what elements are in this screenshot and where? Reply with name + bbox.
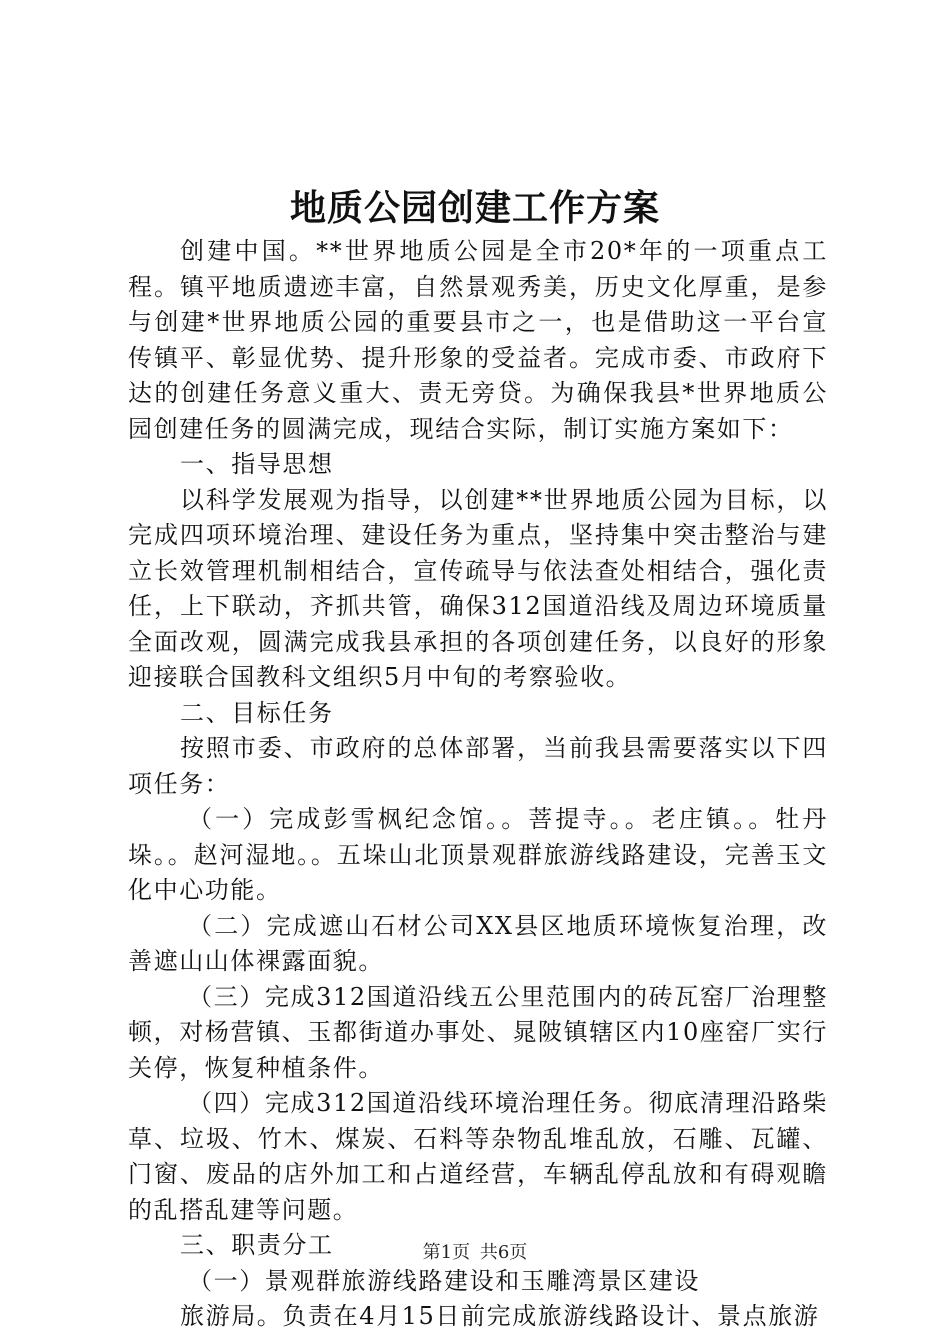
tourism-bureau-paragraph: 旅游局。负责在4月15日前完成旅游线路设计、景点旅游 [180, 1302, 820, 1330]
responsibility-subheading-1: （一）景观群旅游线路建设和玉雕湾景区建设 [188, 1266, 700, 1295]
document-title: 地质公园创建工作方案 [289, 187, 660, 229]
task-item-4: （四）完成312国道沿线环境治理任务。彻底清理沿路柴草、垃圾、竹木、煤炭、石料等杂物乱堆乱放，石雕、瓦罐、门窗、废品的店外加工和占道经营，车辆乱停乱放和有碍观瞻的乱搭乱建等问题。 [128, 1089, 828, 1224]
page-footer [0, 1240, 950, 1266]
section-heading-goals: 二、目标任务 [180, 698, 334, 727]
guiding-thought-paragraph: 以科学发展观为指导，以创建**世界地质公园为目标，以完成四项环境治理、建设任务为重点，坚持集中突击整治与建立长效管理机制相结合，宣传疏导与依法查处相结合，强化责任，上下联动，齐抓共管，确保312国道沿线及周边环境质量全面改观，圆满完成我县承担的各项创建任务，以良好的形象迎接联合国教科文组织5月中旬的考察验收。 [128, 485, 828, 691]
document-body [128, 234, 828, 1335]
intro-paragraph: 创建中国。**世界地质公园是全市20*年的一项重点工程。镇平地质遗迹丰富，自然景观秀美，历史文化厚重，是参与创建*世界地质公园的重要县市之一，也是借助这一平台宣传镇平、彰显优势、提升形象的受益者。完成市委、市政府下达的创建任务意义重大、责无旁贷。为确保我县*世界地质公园创建任务的圆满完成，现结合实际，制订实施方案如下： [128, 237, 828, 443]
task-item-2: （二）完成遮山石材公司XX县区地质环境恢复治理，改善遮山山体裸露面貌。 [128, 911, 828, 975]
page-number: 第1页 [422, 1242, 471, 1263]
goals-intro-paragraph: 按照市委、市政府的总体部署，当前我县需要落实以下四项任务： [128, 734, 828, 798]
section-heading-responsibilities: 三、职责分工 [180, 1231, 334, 1259]
page-total: 共6页 [479, 1242, 528, 1263]
task-item-3: （三）完成312国道沿线五公里范围内的砖瓦窑厂治理整顿，对杨营镇、玉都街道办事处、晁陂镇辖区内10座窑厂实行关停，恢复种植条件。 [128, 982, 828, 1082]
section-heading-guiding-thought: 一、指导思想 [180, 450, 334, 478]
task-item-1: （一）完成彭雪枫纪念馆。。菩提寺。。老庄镇。。牡丹垛。。赵河湿地。。五垛山北顶景观群旅游线路建设，完善玉文化中心功能。 [128, 805, 828, 904]
